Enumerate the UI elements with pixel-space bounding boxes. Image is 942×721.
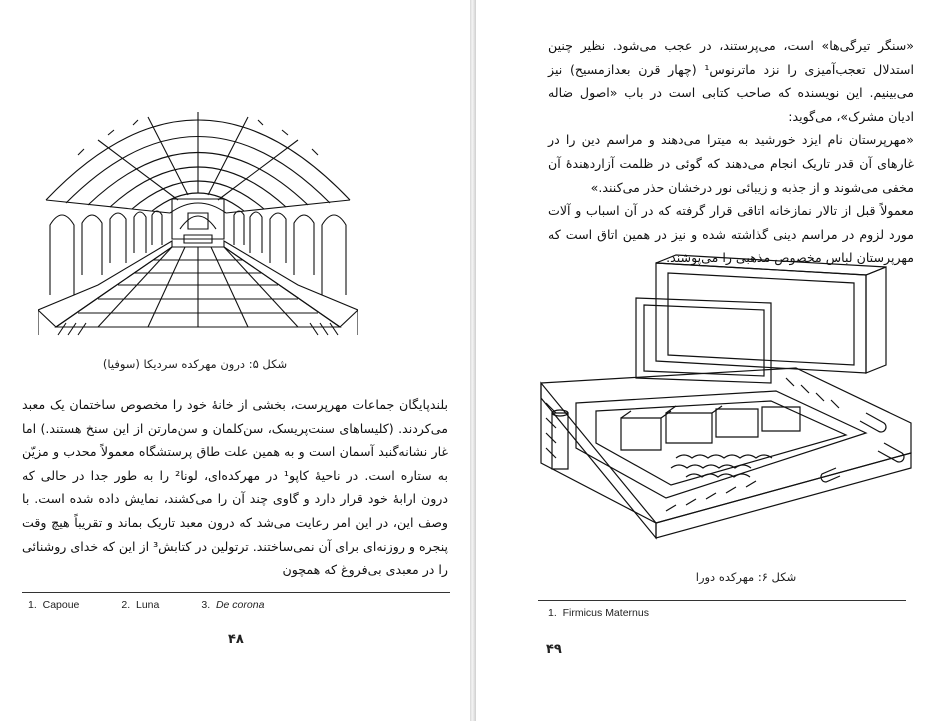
footnote-1: 1. Capoue [28,599,80,611]
left-footnotes [28,599,306,611]
right-footnotes [548,607,691,619]
footnote-right-1: 1. Firmicus Maternus [548,607,649,619]
right-page [476,0,942,721]
left-page [0,0,470,721]
right-paragraph-3: معمولاً قبل از تالار نمازخانه اتاقی قرار گرفته که در آن اسباب و آلات مورد لزوم در مراسم دینی گذاشته شده و نیز در همین اتاق است که مهرپرستان لباس مخصوص مذهبی را می‌پوشند. [548,203,914,266]
footnote-divider-right [538,600,906,601]
figure-6-caption: شکل ۶: مهرکده دورا [695,570,797,584]
left-body-text [22,393,448,582]
footnote-divider [22,592,450,593]
page-number-left: ۴۸ [228,632,244,647]
right-body-text [548,34,914,270]
footnote-3: 3. De corona [201,599,265,611]
mithraeum-serdica-illustration [38,95,358,340]
footnote-2: 2. Luna [121,599,160,611]
figure-5-caption: شکل ۵: درون مهرکده سردیکا (سوفیا) [102,357,288,371]
right-paragraph-2: «مهرپرستان نام ایزد خورشید به میترا می‌دهند و مراسم دین را در غارهای آن قدر تاریک انجام می‌دهند که گوئی در ظلمت آزاردهندهٔ آن مخفی می‌شوند و از جذبه و زیبائی نور درخشان حذر می‌کنند.» [548,132,914,195]
right-paragraph-1: «سنگر تیرگی‌ها» است، می‌پرستند، در عجب می‌شود. نظیر چنین استدلال تعجب‌آمیزی را نزد ماترنوس¹ (چهار قرن بعدازمسیح) نیز می‌بینیم. این نویسنده که صاحب کتابی است در باب «اصول ضاله ادیان مشرک»، می‌گوید: [548,38,914,124]
left-paragraph: بلندپایگان جماعات مهرپرست، بخشی از خانهٔ خود را مخصوص ساختمان یک معبد می‌کردند. (کلیساهای سنت‌پریسک، سن‌کلمان و سن‌مارتن از این سنخ هستند.) اما غار نشانه‌گنبد آسمان است و به همین علت طاق پرستشگاه معمولاً محدب و مزیّن به ستاره است. در ناحیهٔ کاپو¹ در مهرکده‌ای، لونا² را به طور جدا در حالی که درون ارابهٔ خود قرار دارد و گاوی چند آن را می‌کشند، نمایش داده شده است. با وصف این، در این امر رعایت می‌شد که درون معبد تاریک بماند و تقریباً هیچ وقت پنجره و روزنه‌ای برای آن نمی‌ساختند. ترتولین در کتابش³ از این که خدای روشنائی را در معبدی بی‌فروغ که همچون [22,397,449,578]
page-number-right: ۴۹ [546,642,562,657]
mithraeum-dura-illustration [536,253,916,553]
